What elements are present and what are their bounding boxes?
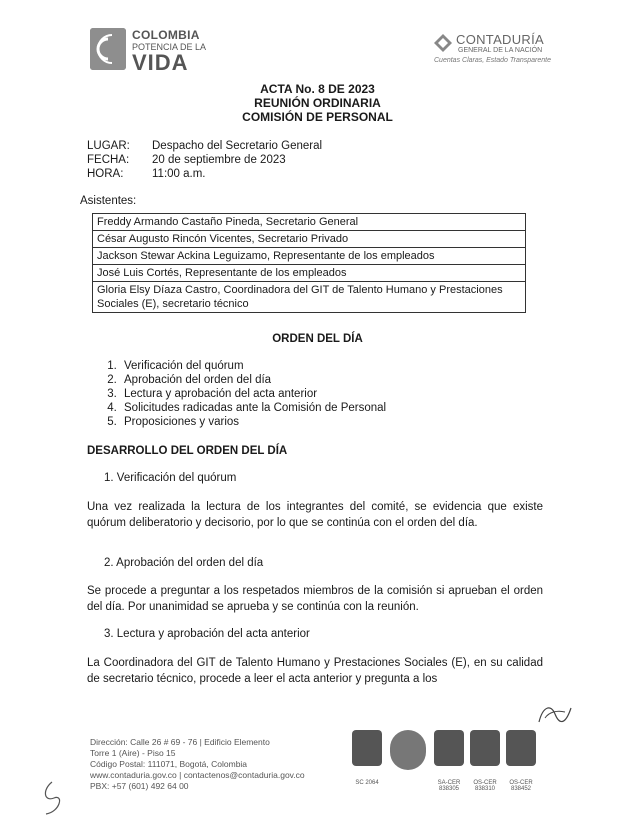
colombia-logo-icon [90,28,126,70]
cert-label: OS-CER 838452 [509,780,533,792]
initial-mark [38,778,68,818]
list-item: 2. Aprobación del orden del día [120,373,386,387]
list-item: 5. Proposiciones y varios [120,415,386,429]
colombia-logo-line2: POTENCIA DE LA [132,42,207,52]
desarrollo-title: DESARROLLO DEL ORDEN DEL DÍA [87,445,288,457]
signature-mark [535,700,575,730]
contaduria-logo [434,30,554,70]
footer-line: PBX: +57 (601) 492 64 00 [90,781,189,791]
certification-seal-icon [506,730,536,766]
cert-label: SA-CER 838305 [437,780,461,792]
fecha-value: 20 de septiembre de 2023 [152,154,286,166]
paragraph-2: Se procede a preguntar a los respetados miembros de la comisión si aprueban el orden del día. Por unanimidad se aprueba y se continúa con la reunión. [87,585,543,613]
colombia-logo-line1: COLOMBIA [132,28,200,42]
footer-line: Torre 1 (Aire) - Piso 15 [90,748,176,758]
colombia-logo-line3: VIDA [132,50,189,75]
cert-label: SC 2064 [355,780,379,786]
orden-title: ORDEN DEL DÍA [272,333,363,345]
section-heading-1: 1. Verificación del quórum [104,472,237,484]
asistente-cell: Freddy Armando Castaño Pineda, Secretario General [93,214,526,231]
list-item: 1. Verificación del quórum [120,359,386,373]
acta-subtitle: REUNIÓN ORDINARIA [254,96,381,110]
fecha-label: FECHA: [87,154,130,166]
contaduria-logo-line3: Cuentas Claras, Estado Transparente [434,57,551,64]
certification-seal-icon [352,730,382,766]
cert-label: OS-CER 838310 [473,780,497,792]
asistentes-label: Asistentes: [80,195,137,207]
lugar-value: Despacho del Secretario General [152,140,323,152]
asistentes-table [92,213,526,313]
contaduria-logo-line1: CONTADURÍA [456,32,544,47]
colombia-logo [90,26,220,76]
asistente-cell: José Luis Cortés, Representante de los empleados [93,265,526,282]
table-row [93,231,526,248]
footer-line[interactable]: www.contaduria.gov.co | contactenos@contaduria.gov.co [90,770,305,780]
table-row [93,282,526,313]
paragraph-1: Una vez realizada la lectura de los integrantes del comité, se evidencia que existe quórum deliberatorio y decisorio, por lo que se continúa con el orden del día. [87,501,543,529]
contaduria-logo-icon [434,34,452,52]
asistente-cell: César Augusto Rincón Vicentes, Secretario Privado [93,231,526,248]
orden-list [102,359,386,429]
hora-label: HORA: [87,168,124,180]
list-item: 3. Lectura y aprobación del acta anterior [120,387,386,401]
list-item: 4. Solicitudes radicadas ante la Comisión de Personal [120,401,386,415]
footer-line: Código Postal: 111071, Bogotá, Colombia [90,759,248,769]
paragraph-3: La Coordinadora del GIT de Talento Humano y Prestaciones Sociales (E), en su calidad de secretario técnico, procede a leer el acta anterior y pregunta a los [87,657,543,685]
asistente-cell: Jackson Stewar Ackina Leguizamo, Representante de los empleados [93,248,526,265]
footer-line: Dirección: Calle 26 # 69 - 76 | Edificio Elemento [90,737,270,747]
footer-address [90,737,305,792]
hora-value: 11:00 a.m. [152,168,206,180]
iqnet-seal-icon [390,730,426,770]
asistente-cell: Gloria Elsy Díaza Castro, Coordinadora del GIT de Talento Humano y Prestaciones Sociales (E), secretario técnico [93,282,526,313]
section-heading-2: 2. Aprobación del orden del día [104,557,264,569]
table-row [93,214,526,231]
certification-seals [352,730,542,796]
table-row [93,248,526,265]
acta-committee: COMISIÓN DE PERSONAL [242,110,393,124]
certification-seal-icon [470,730,500,766]
acta-title: ACTA No. 8 DE 2023 [260,82,375,96]
contaduria-logo-line2: GENERAL DE LA NACIÓN [458,47,543,54]
lugar-label: LUGAR: [87,140,130,152]
section-heading-3: 3. Lectura y aprobación del acta anterior [104,628,310,640]
table-row [93,265,526,282]
certification-seal-icon [434,730,464,766]
